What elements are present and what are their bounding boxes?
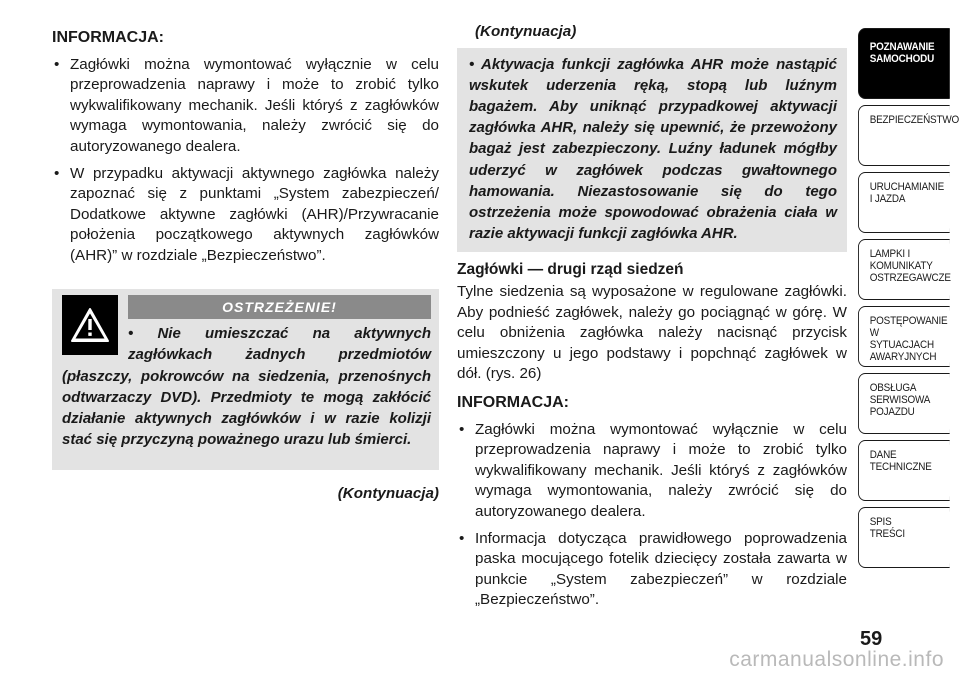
info-item-right-1: • Zagłówki można wymontować wyłącznie w celu przeprowadzenia naprawy i może to zrobić tylko wykwalifikowany mechanik. Jeśli któryś z zagłówków wymaga wymontowania, należy zwrócić się do autoryzowanego dealera. — [457, 420, 847, 523]
tab-bezpieczenstwo[interactable]: BEZPIECZEŃSTWO — [858, 105, 950, 166]
continued-label-right: (Kontynuacja) — [475, 23, 577, 40]
warning-text: • Nie umieszczać na aktywnych zagłówkach żadnych przedmiotów (płaszczy, pokrowców na siedzenia, przenośnych odtwarzaczy DVD). Przedmioty te mogą zakłócić działanie aktywnych zagłówków i w razie kolizji stać się przyczyną poważnego urazu lub śmierci. — [62, 325, 431, 449]
right-column — [457, 23, 847, 617]
section-paragraph: Tylne siedzenia są wyposażone w regulowane zagłówki. Aby podnieść zagłówek, należy go pociągnąć w górę. W celu obniżenia zagłówka należy nacisnąć przycisk umieszczony u jego podstawy i popchnąć zagłówek w dół. (rys. 26) — [457, 283, 847, 383]
tab-lampki-i-komunikaty[interactable]: LAMPKI I KOMUNIKATY OSTRZEGAWCZE — [858, 239, 950, 300]
tab-spis-tresci[interactable]: SPIS TREŚCI — [858, 507, 950, 568]
info-item-left-2: • W przypadku aktywacji aktywnego zagłówka należy zapoznać się z punktami „System zabezpieczeń/ Dodatkowe aktywne zagłówki (AHR)/Przywracanie położenia początkowego aktywnych zagłówków (AHR)” w rozdziale „Bezpieczeństwo”. — [52, 164, 439, 267]
tab-obsluga-serwisowa[interactable]: OBSŁUGA SERWISOWA POJAZDU — [858, 373, 950, 434]
continued-label-left: (Kontynuacja) — [337, 485, 439, 503]
info-item-left-1: • Zagłówki można wymontować wyłącznie w celu przeprowadzenia naprawy i może to zrobić tylko wykwalifikowany mechanik. Jeśli któryś z zagłówków wymaga wymontowania, należy zwrócić się do autoryzowanego dealera. — [52, 55, 439, 158]
info-item-right-2: • Informacja dotycząca prawidłowego poprowadzenia paska mocującego fotelik dziecięcy została zawarta w punkcie „System zabezpieczeń” w rozdziale „Bezpieczeństwo”. — [457, 529, 847, 611]
info-heading-left: INFORMACJA: — [52, 29, 164, 46]
info-list-left — [52, 55, 439, 267]
tab-postepowanie-awaryjne[interactable]: POSTĘPOWANIE W SYTUACJACH AWARYJNYCH — [858, 306, 950, 367]
info-list-right — [457, 420, 847, 611]
warning-continuation-text: • Aktywacja funkcji zagłówka AHR może nastąpić wskutek uderzenia ręką, stopą lub luźnym bagażem. Aby uniknąć przypadkowej aktywacji zagłówka AHR, należy się upewnić, że przewożony bagaż jest zabezpieczony. Luźny ładunek mógłby uderzyć w zagłówek podczas gwałtownego hamowania. Niezastosowanie się do tego ostrzeżenia może spowodować obrażenia ciała w razie aktywacji funkcji zagłówka AHR. — [469, 55, 837, 243]
watermark: carmanualsonline.info — [729, 648, 944, 671]
tab-poznawanie-samochodu[interactable]: POZNAWANIE SAMOCHODU — [858, 28, 950, 99]
tab-dane-techniczne[interactable]: DANE TECHNICZNE — [858, 440, 950, 501]
warning-triangle-icon — [62, 295, 118, 355]
warning-title: OSTRZEŻENIE! — [128, 295, 431, 320]
tab-uruchamianie-i-jazda[interactable]: URUCHAMIANIE I JAZDA — [858, 172, 950, 233]
warning-box — [52, 289, 439, 471]
warning-continuation-box — [457, 48, 847, 253]
page-number: 59 — [860, 628, 883, 650]
chapter-tabs — [858, 28, 960, 574]
left-column — [52, 28, 439, 505]
section-subheading: Zagłówki — drugi rząd siedzeń — [457, 261, 684, 279]
info-heading-right: INFORMACJA: — [457, 393, 569, 411]
